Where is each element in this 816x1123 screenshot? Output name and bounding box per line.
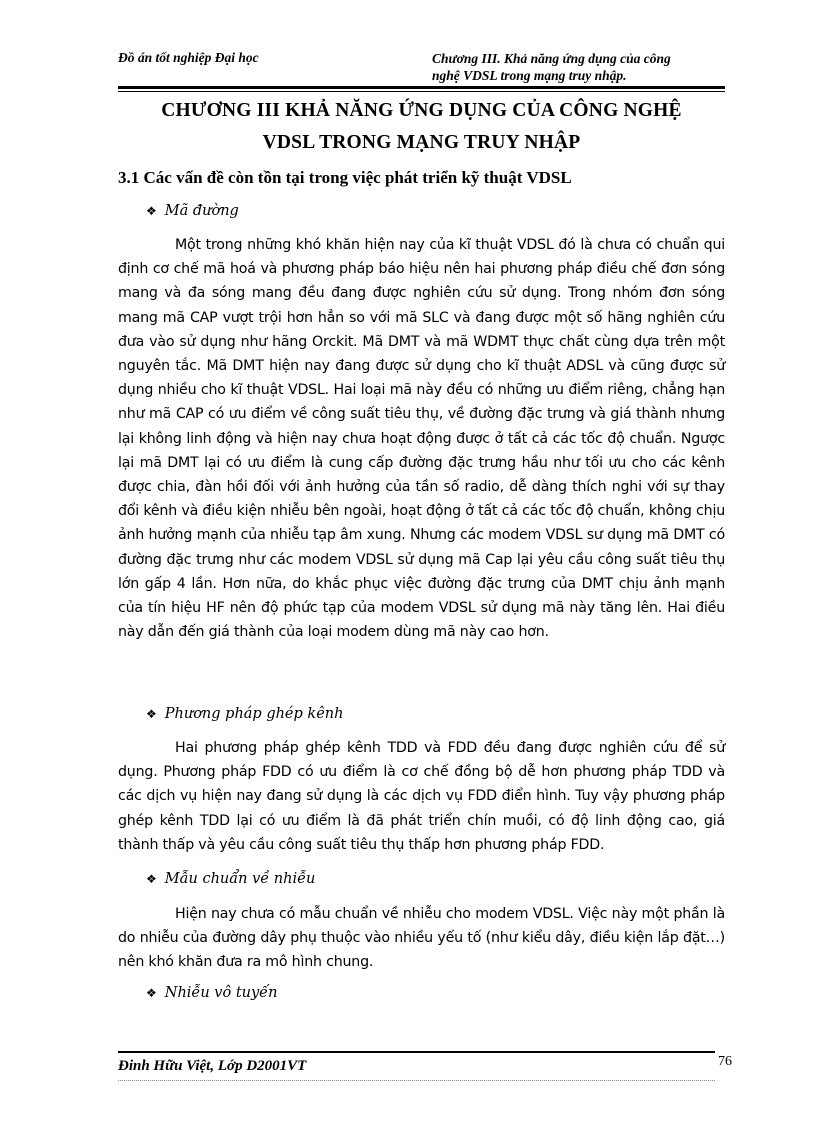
subsection-heading-text: Nhiễu vô tuyến	[164, 985, 278, 1001]
subsection-heading	[146, 985, 277, 1001]
footer-rule	[118, 1051, 715, 1053]
page-number: 76	[718, 1054, 732, 1069]
header-document-title: Đồ án tốt nghiệp Đại học	[118, 50, 259, 65]
diamond-bullet-icon: ❖	[146, 204, 157, 218]
header-chapter-line1: Chương III. Khả năng ứng dụng của công	[432, 51, 671, 66]
paragraph: Một trong những khó khăn hiện nay của kĩ thuật VDSL đó là chưa có chuẩn qui định cơ chế mã hoá và phương pháp báo hiệu nên hai phương pháp điều chế đơn sóng mang và đa sóng mang đều đang được nghiên cứu sử dụng. Trong nhóm đơn sóng mang mã CAP vượt trội hơn hẳn so với mã SLC và đang được một số hãng nghiên cứu đưa vào sử dụng như hãng Orckit. Mã DMT và mã WDMT thực chất cùng dựa trên một nguyên tắc. Mã DMT hiện nay đang được sử dụng cho kĩ thuật ADSL và cũng được sử dụng nhiều cho kĩ thuật VDSL. Hai loại mã này đều có những ưu điểm riêng, chẳng hạn như mã CAP có ưu điểm về công suất tiêu thụ, về đường đặc trưng và giá thành nhưng lại không linh động và hiện nay chưa hoạt động được ở tất cả các tốc độ chuẩn. Ngược lại mã DMT lại có ưu điểm là cung cấp đường đặc trưng hầu như tối ưu cho các kênh được chia, đàn hồi đối với ảnh hưởng của tần số radio, dễ dàng thích nghi với sự thay đổi kênh và điều kiện nhiễu bên ngoài, hoạt động ở tất cả các tốc độ chuẩn, không chịu ảnh hưởng mạnh của nhiễu tạp âm xung. Nhưng các modem VDSL sư dụng mã DMT có đường đặc trưng như các modem VDSL sử dụng mã Cap lại yêu cầu công suất tiêu thụ lớn gấp 4 lần. Hơn nữa, do khắc phục việc đường đặc trưng của DMT chịu ảnh mạnh của tín hiệu HF nên độ phức tạp của modem VDSL sử dụng mã này tăng lên. Hai điều này dẫn đến giá thành của loại modem dùng mã này cao hơn.	[118, 237, 725, 641]
chapter-title	[118, 95, 725, 159]
subsection-heading-text: Mã đường	[164, 203, 239, 219]
diamond-bullet-icon: ❖	[146, 986, 157, 1000]
diamond-bullet-icon: ❖	[146, 707, 157, 721]
subsection-heading-text: Phương pháp ghép kênh	[164, 706, 344, 722]
diamond-bullet-icon: ❖	[146, 872, 157, 886]
paragraph: Hai phương pháp ghép kênh TDD và FDD đều đang được nghiên cứu để sử dụng. Phương pháp FDD có ưu điểm là cơ chế đồng bộ dễ hơn phương pháp TDD và các dịch vụ hiện nay đang sử dụng là các dịch vụ FDD điển hình. Tuy vậy phương pháp ghép kênh TDD lại có ưu điểm là đã phát triển chín muồi, có độ linh động cao, giá thành thấp và yêu cầu công suất tiêu thụ thấp hơn phương pháp FDD.	[118, 740, 725, 853]
header-rule-thick	[118, 86, 725, 89]
header-rule-thin	[118, 91, 725, 92]
subsection-heading	[146, 706, 343, 722]
header-chapter-title	[432, 50, 762, 84]
chapter-title-line1: CHƯƠNG III KHẢ NĂNG ỨNG DỤNG CỦA CÔNG NGHỆ	[161, 100, 682, 121]
subsection-heading-text: Mẫu chuẩn về nhiễu	[164, 871, 316, 887]
footer-author: Đinh Hữu Việt, Lớp D2001VT	[118, 1058, 307, 1074]
paragraph: Hiện nay chưa có mẫu chuẩn về nhiễu cho modem VDSL. Việc này một phần là do nhiễu của đường dây phụ thuộc vào nhiều yếu tố (như kiểu dây, điều kiện lắp đặt…) nên khó khăn đưa ra mô hình chung.	[118, 906, 725, 971]
header-chapter-line2: nghệ VDSL trong mạng truy nhập.	[432, 68, 627, 83]
subsection-heading	[146, 871, 315, 887]
section-title: 3.1 Các vấn đề còn tồn tại trong việc phát triển kỹ thuật VDSL	[118, 168, 572, 187]
chapter-title-line2: VDSL TRONG MẠNG TRUY NHẬP	[262, 132, 581, 153]
subsection-heading	[146, 203, 239, 219]
footer-dotted-rule	[118, 1080, 715, 1081]
